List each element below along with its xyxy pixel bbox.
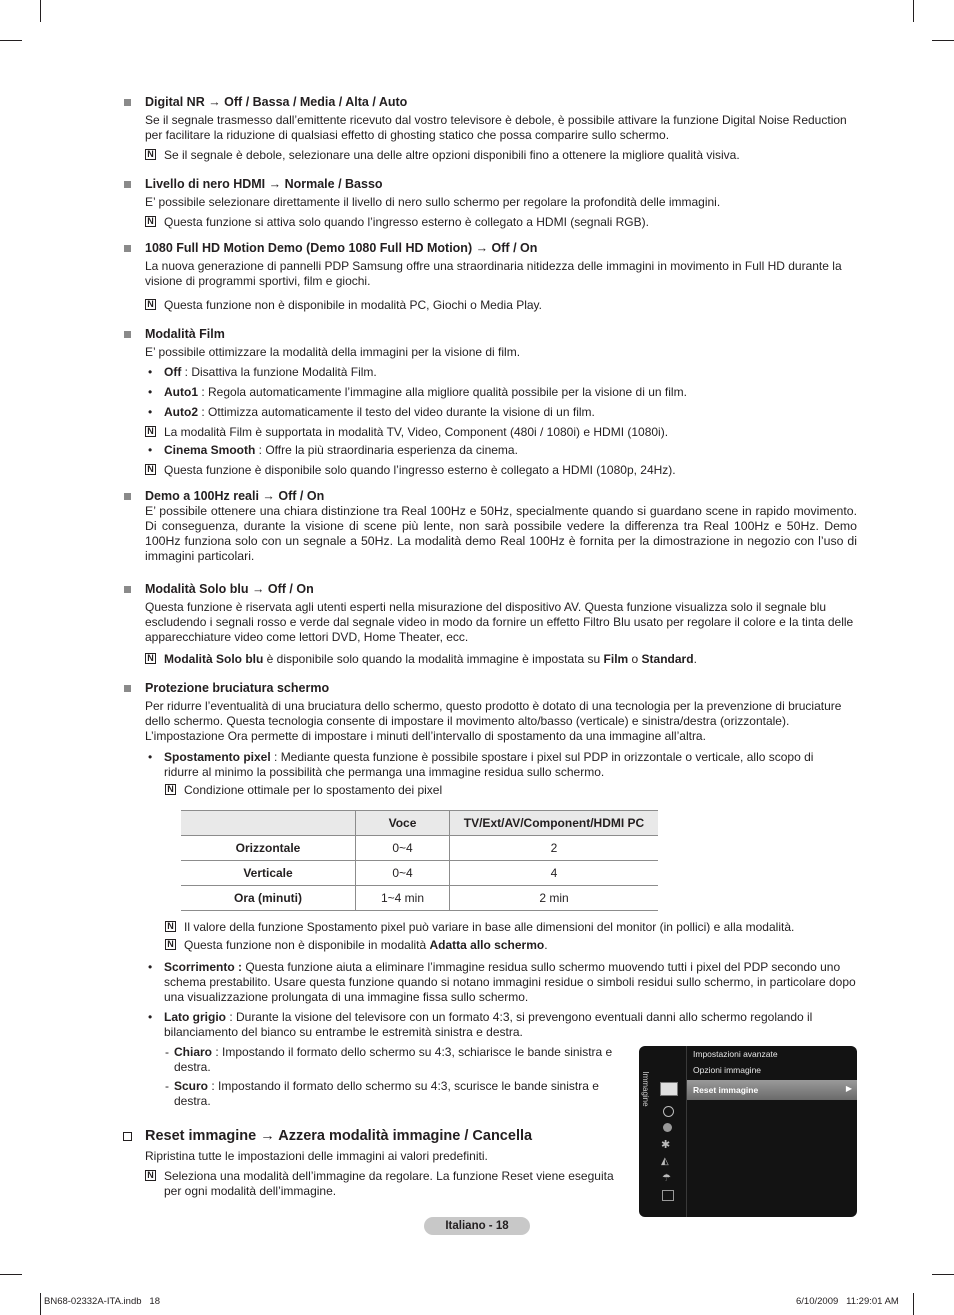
note-pixel-shift <box>165 783 845 798</box>
footer-file-name: BN68-02332A-ITA.indb 18 <box>44 1296 161 1307</box>
osd-icon-column <box>658 1080 682 1210</box>
section-heading-burn-protection: Protezione bruciatura schermo <box>145 681 330 695</box>
section-bullet-square <box>124 331 131 338</box>
note-text: La modalità Film è supportata in modalità TV, Video, Component (480i / 1080i) e HDMI (1080i). <box>164 425 669 439</box>
section-heading-blue-only: Modalità Solo blu → Off / On <box>145 582 314 596</box>
note-icon: N <box>145 1170 156 1181</box>
section-body-demo-100hz: E’ possibile ottenere una chiara distinzione tra Real 100Hz e 50Hz, specialmente quando si guardano scene in rapido movimento. Di conseguenza, durante la visione di scene più lente, non sarà possibile vedere la differenza tra Real 100Hz e 50Hz. Demo 100Hz funziona solo con un segnale a 50Hz. La modalità demo Real 100Hz è fornita per la dimostrazione in negozio con l’uso di immagini particolari. <box>145 504 857 563</box>
osd-menu-item[interactable]: Opzioni immagine <box>693 1065 762 1075</box>
crop-mark <box>40 0 41 22</box>
section-body-blue-only: Questa funzione è riservata agli utenti esperti nella misurazione del dispositivo AV. Questa funzione visualizza solo il segnale blu escludendo i segnali rosso e verde dal segnale video in modo da fornire un effetto Filtro Blu usato per regolare il colore e la tinta delle apparecchiature video come lettori DVD, Home Theater, ecc. <box>145 600 854 644</box>
note-table-2: N Questa funzione non è disponibile in modalità Adatta allo schermo. <box>165 938 845 953</box>
section-heading-reset: Reset immagine → Azzera modalità immagine / Cancella <box>145 1128 533 1144</box>
table-cell: Ora (minuti) <box>181 886 356 911</box>
osd-menu-item[interactable]: Impostazioni avanzate <box>693 1049 778 1059</box>
input-icon: ◭ <box>661 1156 669 1167</box>
table-header-cell: TV/Ext/AV/Component/HDMI PC <box>450 811 659 836</box>
note-icon: N <box>145 216 156 227</box>
bullet-pixel-shift: • Spostamento pixel : Mediante questa funzione è possibile spostare i pixel sul PDP in orizzontale o verticale, allo scopo di ridurre al minimo la possibilità che permanga una immagine residua sullo schermo. <box>148 750 838 780</box>
section-body-hdmi-black: E’ possibile selezionare direttamente il livello di nero sullo schermo per regolare la profondità delle immagini. <box>145 195 721 209</box>
table-cell: 2 min <box>450 886 659 911</box>
table-header-cell: Voce <box>356 811 450 836</box>
crop-mark <box>0 40 22 41</box>
note-film-mode-2 <box>145 463 857 478</box>
section-heading-hdmi-black: Livello di nero HDMI → Normale / Basso <box>145 177 383 191</box>
note-blue-only: N Modalità Solo blu è disponibile solo quando la modalità immagine è impostata su Film o Standard. <box>145 652 857 667</box>
picture-icon <box>660 1082 678 1096</box>
table-cell: 1~4 min <box>356 886 450 911</box>
note-icon: N <box>145 426 156 437</box>
crop-mark <box>913 0 914 22</box>
bullet-grey-side: • Lato grigio : Durante la visione del televisore con un formato 4:3, si prevengono eventuali danni allo schermo regolando il bilanciamento del bianco su entrambe le estremità sinistra e destra. <box>148 1010 838 1040</box>
section-bullet-square <box>124 245 131 252</box>
table-cell: 0~4 <box>356 861 450 886</box>
note-text: Condizione ottimale per lo spostamento dei pixel <box>184 783 443 797</box>
note-film-mode-1 <box>145 425 857 440</box>
sub-item-light: - Chiaro : Impostando il formato dello schermo su 4:3, schiarisce le bande sinistra e destra. <box>165 1045 613 1074</box>
section-bullet-square <box>124 99 131 106</box>
note-icon: N <box>165 939 176 950</box>
note-text: Se il segnale è debole, selezionare una delle altre opzioni disponibili fino a ottenere la migliore qualità visiva. <box>164 148 740 162</box>
table-row <box>181 861 658 886</box>
section-bullet-square <box>124 586 131 593</box>
table-cell: Orizzontale <box>181 836 356 861</box>
note-icon: N <box>165 784 176 795</box>
note-reset <box>145 1169 630 1199</box>
table-cell: 4 <box>450 861 659 886</box>
note-icon: N <box>145 464 156 475</box>
section-body-reset: Ripristina tutte le impostazioni delle immagini ai valori predefiniti. <box>145 1149 488 1163</box>
section-body-burn-protection: Per ridurre l’eventualità di una bruciatura dello schermo, questo prodotto è dotato di una tecnologia per la prevenzione di bruciature dello schermo. Questa tecnologia consente di impostare il movimento alto/basso (verticale) e sinistra/destra (orizzontale). L’impostazione Ora permette di impostare i minuti dell’intervallo di spostamento da una immagine all’altra. <box>145 699 842 743</box>
note-text: Questa funzione si attiva solo quando l’ingresso esterno è collegato a HDMI (segnali RGB). <box>164 215 649 229</box>
bullet-auto2: • Auto2 : Ottimizza automaticamente il testo del video durante la visione di un film. <box>148 405 848 420</box>
table-cell: Verticale <box>181 861 356 886</box>
channel-icon <box>663 1123 672 1132</box>
sound-icon <box>663 1106 674 1117</box>
note-icon: N <box>145 653 156 664</box>
crop-mark <box>40 1293 41 1315</box>
section-heading-film-mode: Modalità Film <box>145 327 225 341</box>
table-header-row <box>181 811 658 836</box>
table-cell: 2 <box>450 836 659 861</box>
note-icon: N <box>145 149 156 160</box>
osd-divider <box>686 1046 687 1217</box>
note-icon: N <box>145 299 156 310</box>
note-text: Seleziona una modalità dell’immagine da regolare. La funzione Reset viene eseguita per ogni modalità dell’immagine. <box>164 1169 614 1198</box>
osd-side-label: Immagine <box>641 1071 650 1107</box>
section-body-digital-nr: Se il segnale trasmesso dall’emittente ricevuto dal vostro televisore è debole, è possibile attivare la funzione Digital Noise Reduction per facilitare la riduzione di qualsiasi effetto di ghosting statico che possa comparire sullo schermo. <box>145 113 847 142</box>
note-text: Questa funzione non è disponibile in modalità PC, Giochi o Media Play. <box>164 298 542 312</box>
crop-mark <box>932 1274 954 1275</box>
osd-menu-screenshot <box>639 1046 857 1217</box>
section-body-film-mode: E’ possibile ottimizzare la modalità della immagini per la visione di film. <box>145 345 521 359</box>
note-motion-demo <box>145 298 857 313</box>
section-bullet-square <box>124 181 131 188</box>
setup-icon: ✱ <box>661 1139 671 1151</box>
section-heading-digital-nr: Digital NR → Off / Bassa / Media / Alta / Auto <box>145 95 408 109</box>
section-heading-demo-100hz: Demo a 100Hz reali → Off / On <box>145 489 325 503</box>
note-hdmi-black <box>145 215 857 230</box>
crop-mark <box>913 1293 914 1315</box>
crop-mark <box>932 40 954 41</box>
bullet-scrolling: • Scorrimento : Questa funzione aiuta a eliminare l’immagine residua sullo schermo muovendo tutti i pixel del PDP secondo uno schema prestabilito. Usare questa funzione quando si notano immagini residue o simboli residui sullo schermo, in particolare dopo una visualizzazione prolungata di una immagine fissa sullo schermo. <box>148 960 858 1005</box>
table-cell: 0~4 <box>356 836 450 861</box>
sub-item-dark: - Scuro : Impostando il formato dello schermo su 4:3, scurisce le bande sinistra e destra. <box>165 1079 599 1108</box>
osd-menu-item-selected[interactable]: Reset immagine ▶ <box>687 1080 857 1100</box>
page-number-badge: Italiano - 18 <box>424 1217 530 1235</box>
note-digital-nr <box>145 148 857 163</box>
table-row <box>181 836 658 861</box>
bullet-auto1: • Auto1 : Regola automaticamente l’immagine alla migliore qualità possibile per la visione di un film. <box>148 385 848 400</box>
bullet-off: • Off : Disattiva la funzione Modalità Film. <box>148 365 848 380</box>
checkbox-bullet <box>123 1132 132 1141</box>
bullet-cinema-smooth: • Cinema Smooth : Offre la più straordinaria esperienza da cinema. <box>148 443 848 458</box>
note-text: Questa funzione è disponibile solo quando l’ingresso esterno è collegato a HDMI (1080p, 24Hz). <box>164 463 676 477</box>
pixel-shift-table <box>181 810 658 911</box>
crop-mark <box>0 1274 22 1275</box>
table-header-cell <box>181 811 356 836</box>
support-icon <box>662 1190 674 1201</box>
table-row <box>181 886 658 911</box>
chevron-right-icon: ▶ <box>845 1084 852 1093</box>
section-bullet-square <box>124 685 131 692</box>
note-text: Il valore della funzione Spostamento pixel può variare in base alle dimensioni del monitor (in pollici) e alla modalità. <box>184 920 795 934</box>
application-icon: ☂ <box>662 1173 671 1184</box>
section-bullet-square <box>124 493 131 500</box>
note-table-1 <box>165 920 845 935</box>
section-heading-motion-demo: 1080 Full HD Motion Demo (Demo 1080 Full HD Motion) → Off / On <box>145 241 538 255</box>
note-icon: N <box>165 921 176 932</box>
section-body-motion-demo: La nuova generazione di pannelli PDP Samsung offre una straordinaria nitidezza delle immagini in movimento in Full HD durante la visione di programmi sportivi, film e giochi. <box>145 259 842 288</box>
footer-timestamp: 6/10/2009 11:29:01 AM <box>796 1296 899 1307</box>
